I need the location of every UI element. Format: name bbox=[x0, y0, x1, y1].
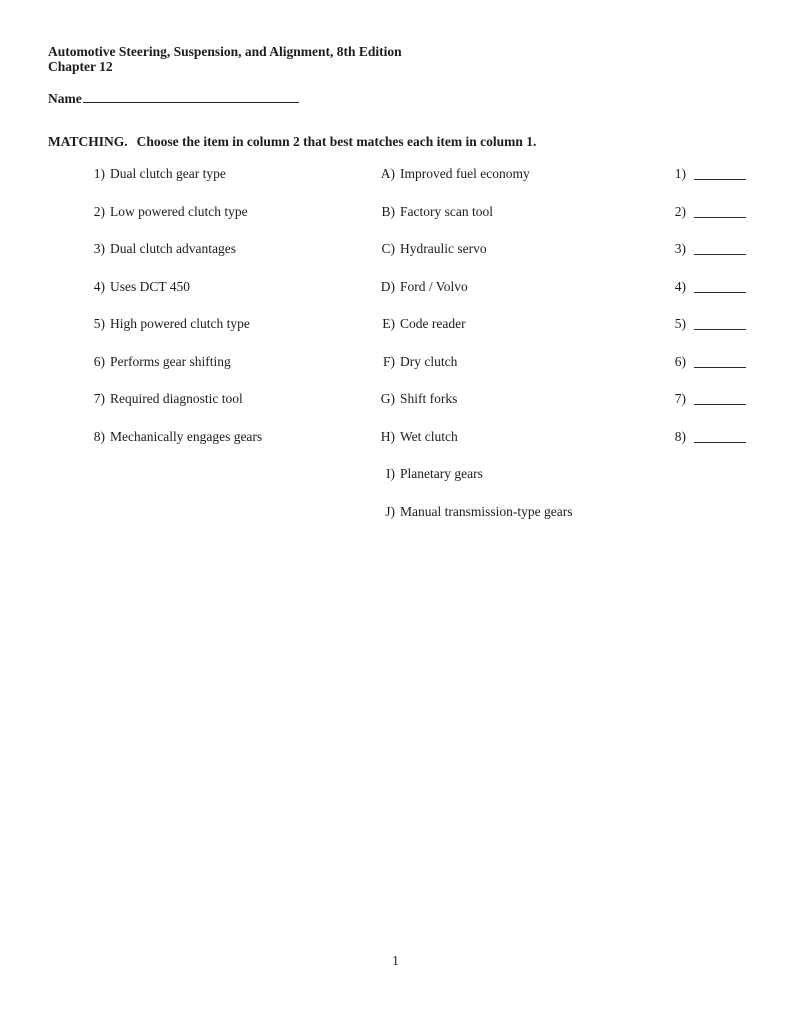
col1-item-text: Uses DCT 450 bbox=[110, 278, 191, 294]
col1-item-number: 8) bbox=[93, 428, 105, 444]
matching-row bbox=[0, 466, 791, 504]
col2-item-letter: D) bbox=[380, 278, 395, 294]
matching-row bbox=[0, 279, 791, 317]
document-header bbox=[48, 44, 402, 74]
col2-item-letter: F) bbox=[382, 353, 395, 369]
col1-item-number: 1) bbox=[93, 166, 105, 181]
answer-number: 3) bbox=[674, 241, 686, 256]
col1-item-text: Performs gear shifting bbox=[110, 353, 231, 369]
col2-item-text: Improved fuel economy bbox=[400, 166, 530, 181]
col1-item-text: High powered clutch type bbox=[110, 316, 250, 331]
matching-row bbox=[0, 316, 791, 354]
answer-blank-line[interactable] bbox=[694, 281, 746, 293]
col1-item-text: Dual clutch advantages bbox=[110, 241, 236, 256]
col2-item-letter: G) bbox=[380, 391, 395, 406]
col2-item-letter: C) bbox=[381, 241, 395, 256]
chapter-label: Chapter 12 bbox=[48, 59, 113, 74]
col1-item-text: Mechanically engages gears bbox=[110, 428, 263, 444]
matching-label: MATCHING. bbox=[48, 134, 128, 149]
col1-item-number: 5) bbox=[93, 316, 105, 331]
col1-item-number: 3) bbox=[93, 241, 105, 256]
answer-blank-line[interactable] bbox=[694, 356, 746, 368]
matching-text: Choose the item in column 2 that best matches each item in column 1. bbox=[136, 134, 537, 149]
answer-blank-line[interactable] bbox=[694, 318, 746, 330]
col1-item-number: 4) bbox=[93, 278, 105, 294]
answer-blank-line[interactable] bbox=[694, 243, 746, 255]
name-row bbox=[48, 89, 299, 107]
col1-item-text: Required diagnostic tool bbox=[110, 391, 243, 406]
col1-item-number: 6) bbox=[93, 353, 105, 369]
matching-row bbox=[0, 241, 791, 279]
matching-instructions bbox=[48, 134, 536, 150]
name-label: Name bbox=[48, 91, 82, 106]
matching-row bbox=[0, 504, 791, 542]
answer-blank-line[interactable] bbox=[694, 393, 746, 405]
matching-row bbox=[0, 166, 791, 204]
col2-item-text: Manual transmission-type gears bbox=[400, 503, 573, 519]
matching-rows bbox=[0, 166, 791, 541]
answer-number: 7) bbox=[674, 391, 686, 406]
answer-blank-line[interactable] bbox=[694, 206, 746, 218]
col2-item-text: Factory scan tool bbox=[400, 203, 493, 219]
answer-number: 1) bbox=[674, 166, 686, 181]
col2-item-letter: B) bbox=[381, 203, 395, 219]
answer-blank-line[interactable] bbox=[694, 431, 746, 443]
col2-item-letter: H) bbox=[380, 428, 395, 444]
col2-item-letter: E) bbox=[382, 316, 395, 331]
col2-item-text: Ford / Volvo bbox=[400, 278, 468, 294]
col2-item-text: Hydraulic servo bbox=[400, 241, 487, 256]
col1-item-number: 2) bbox=[93, 203, 105, 219]
answer-blank-line[interactable] bbox=[694, 168, 746, 180]
col2-item-text: Code reader bbox=[400, 316, 466, 331]
name-blank-line[interactable] bbox=[83, 89, 299, 103]
answer-number: 6) bbox=[674, 353, 686, 369]
matching-row bbox=[0, 429, 791, 467]
col2-item-letter: I) bbox=[386, 466, 395, 481]
page-number: 1 bbox=[392, 953, 399, 968]
col2-item-text: Planetary gears bbox=[400, 466, 483, 481]
col1-item-text: Dual clutch gear type bbox=[110, 166, 226, 181]
book-title: Automotive Steering, Suspension, and Alignment, 8th Edition bbox=[48, 44, 402, 59]
matching-row bbox=[0, 204, 791, 242]
col1-item-number: 7) bbox=[93, 391, 105, 406]
matching-row bbox=[0, 391, 791, 429]
matching-row bbox=[0, 354, 791, 392]
answer-number: 5) bbox=[674, 316, 686, 331]
col2-item-text: Shift forks bbox=[400, 391, 458, 406]
col2-item-letter: J) bbox=[385, 503, 395, 519]
col2-item-text: Dry clutch bbox=[400, 353, 458, 369]
col2-item-text: Wet clutch bbox=[400, 428, 458, 444]
answer-number: 2) bbox=[674, 203, 686, 219]
col2-item-letter: A) bbox=[380, 166, 395, 181]
col1-item-text: Low powered clutch type bbox=[110, 203, 248, 219]
answer-number: 4) bbox=[674, 278, 686, 294]
answer-number: 8) bbox=[674, 428, 686, 444]
